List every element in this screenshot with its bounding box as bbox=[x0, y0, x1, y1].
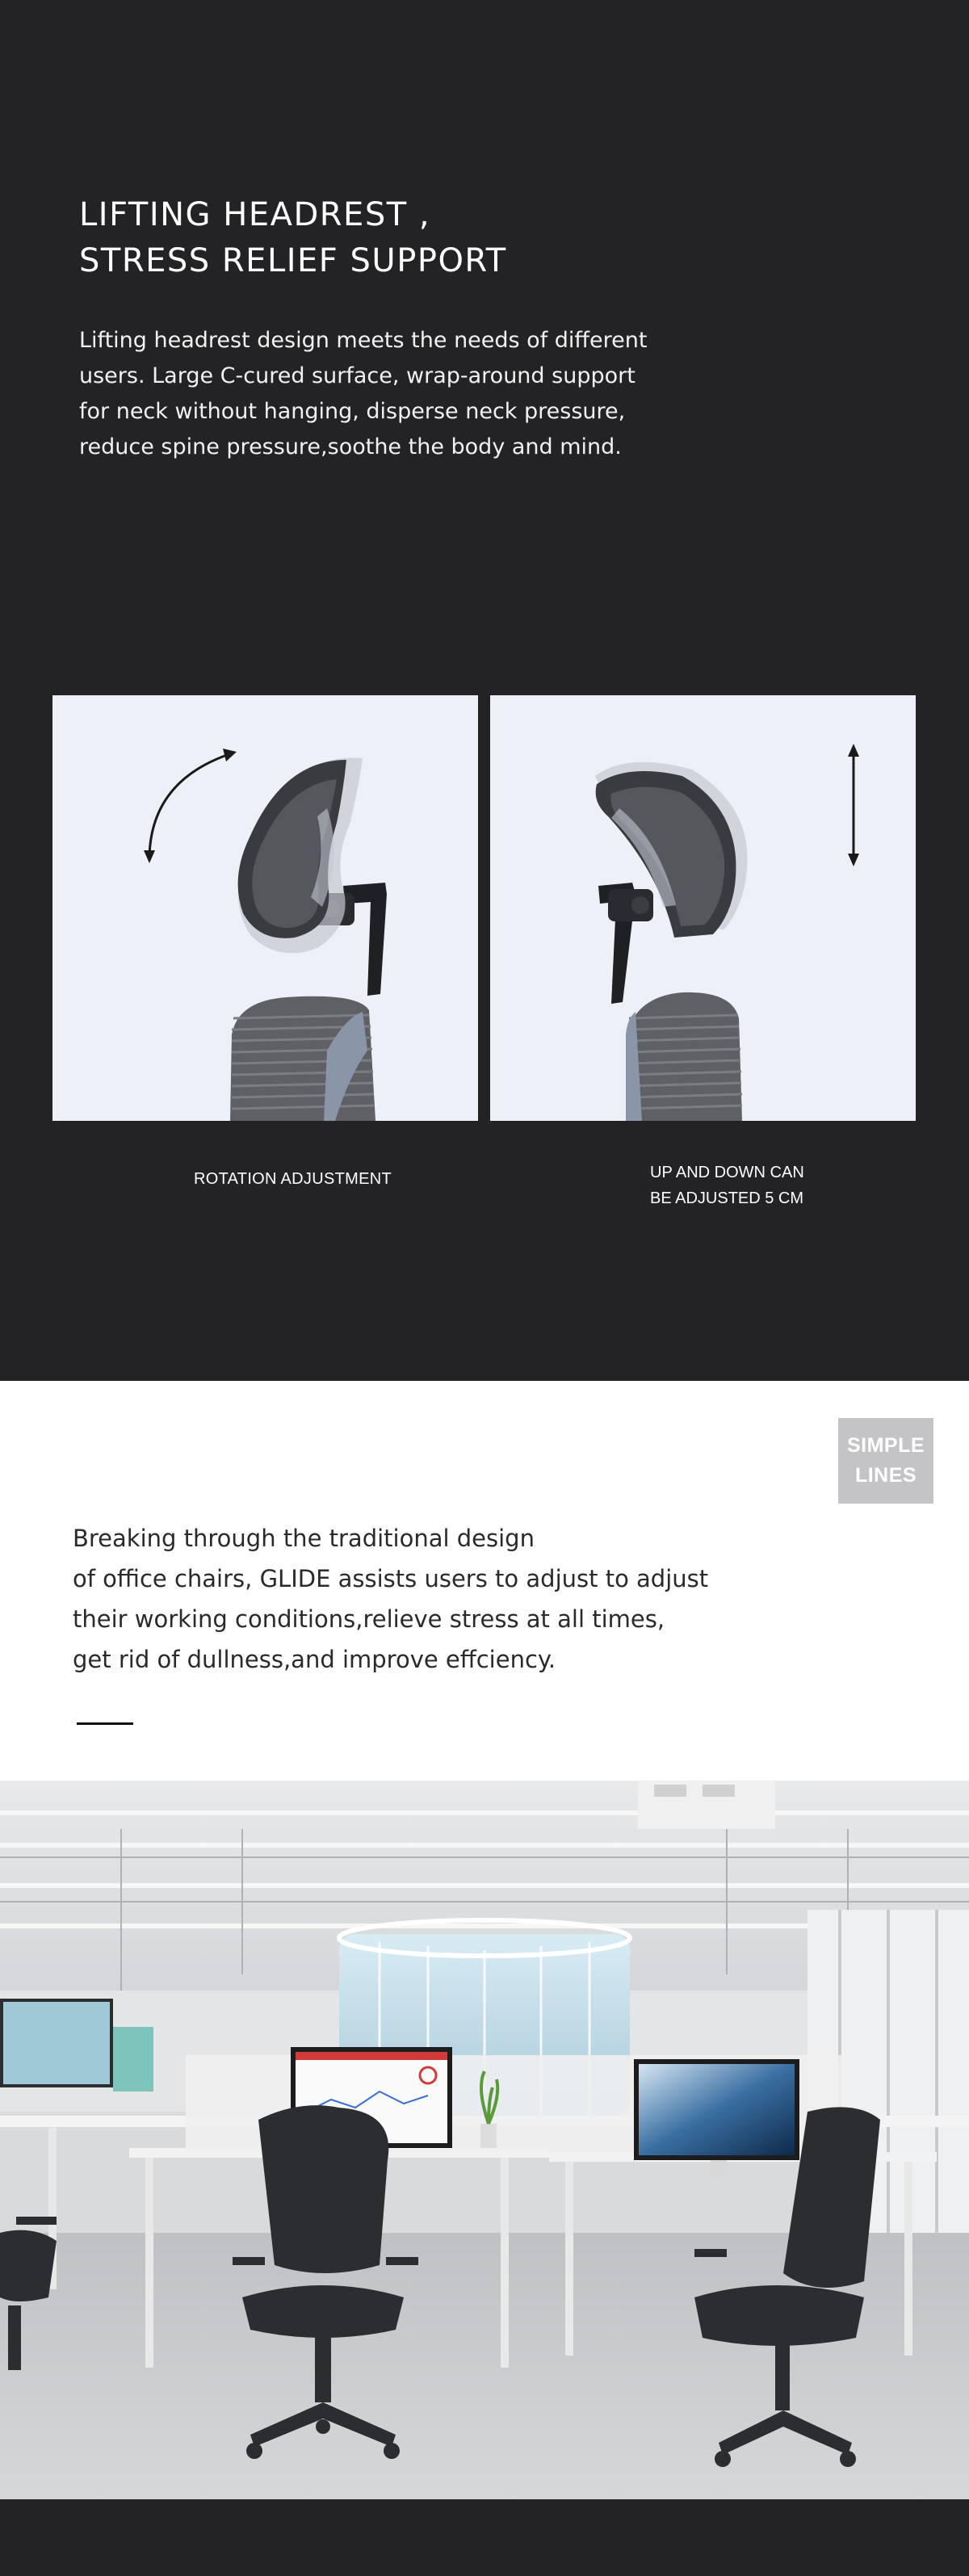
description-line-1: Breaking through the traditional design bbox=[73, 1525, 535, 1552]
vertical-double-arrow-icon bbox=[848, 744, 859, 866]
up-down-adjustment-image bbox=[490, 695, 916, 1121]
up-down-caption-line-2: BE ADJUSTED 5 CM bbox=[650, 1189, 804, 1207]
headrest-title-line-2: STRESS RELIEF SUPPORT bbox=[79, 242, 507, 279]
headrest-title-line-1: LIFTING HEADREST , bbox=[79, 196, 431, 233]
simple-lines-badge bbox=[838, 1418, 933, 1504]
simple-lines-section bbox=[0, 1381, 969, 1781]
badge-line-1: SIMPLE bbox=[846, 1434, 925, 1457]
curved-rotation-arrow-icon bbox=[144, 749, 237, 863]
footer-band bbox=[0, 2499, 969, 2576]
badge-line-2: LINES bbox=[854, 1464, 917, 1487]
description-line-2: of office chairs, GLIDE assists users to adjust to adjust bbox=[73, 1565, 709, 1592]
divider-line bbox=[77, 1722, 133, 1725]
headrest-description: Lifting headrest design meets the needs of different users. Large C-cured surface, wrap-around support for neck without hanging, disperse neck pressure, reduce spine pressure,soothe the body and mind. bbox=[79, 328, 648, 459]
office-scene-image bbox=[0, 1781, 969, 2499]
simple-lines-description bbox=[73, 1518, 735, 1680]
up-down-adjustment-caption bbox=[650, 1160, 892, 1211]
headrest-title bbox=[79, 192, 507, 284]
description-line-4: get rid of dullness,and improve effciency. bbox=[73, 1646, 556, 1673]
up-down-caption-line-1: UP AND DOWN CAN bbox=[650, 1164, 804, 1181]
description-line-3: their working conditions,relieve stress at all times, bbox=[73, 1605, 665, 1633]
rotation-adjustment-image bbox=[52, 695, 478, 1121]
rotation-adjustment-caption: ROTATION ADJUSTMENT bbox=[194, 1170, 392, 1188]
